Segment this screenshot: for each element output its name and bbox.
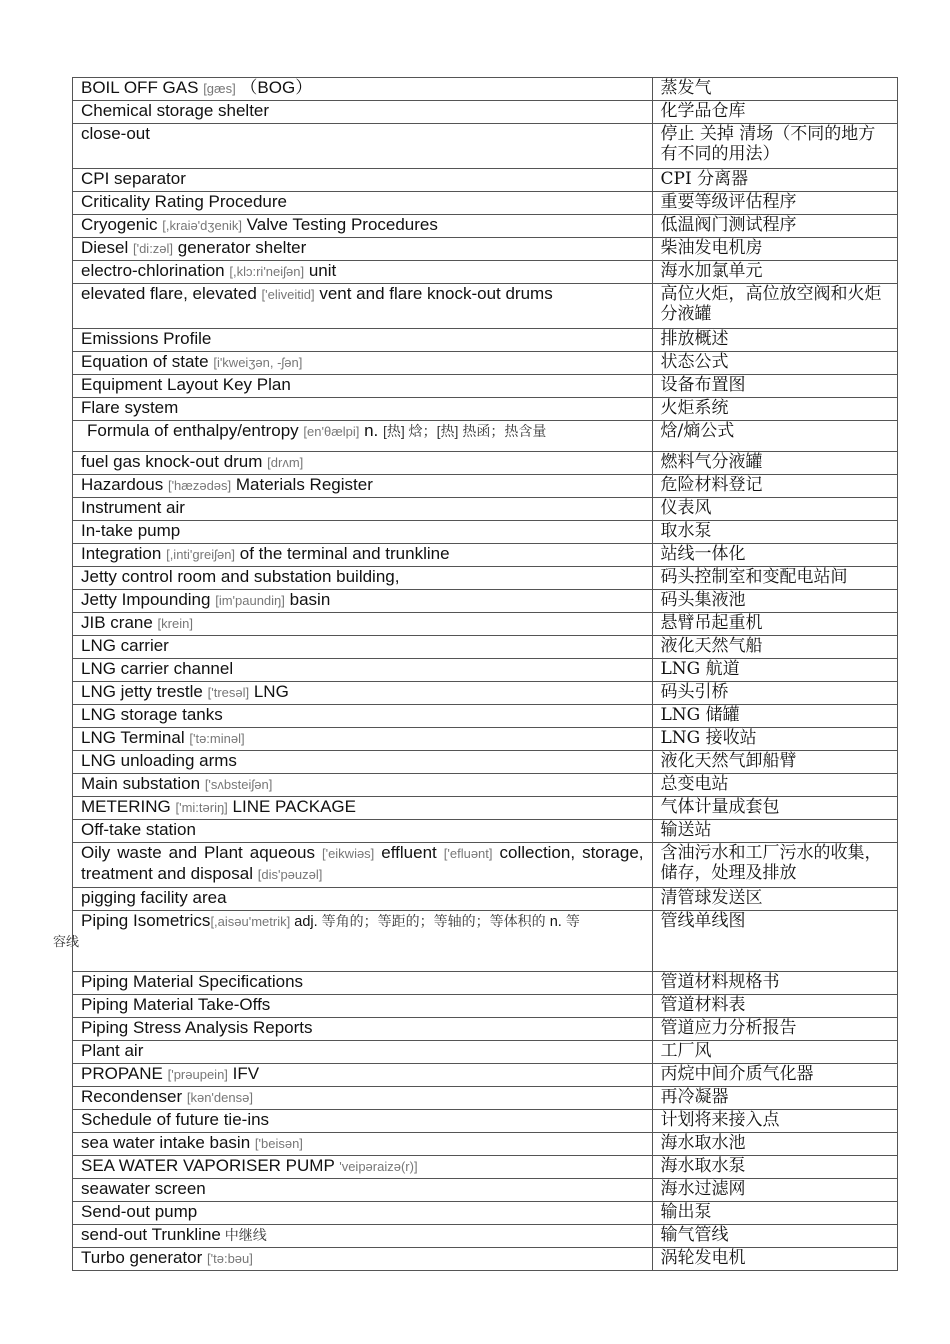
table-row: fuel gas knock-out drum [drʌm] 燃料气分液罐 <box>73 452 898 475</box>
table-row: Send-out pump 输出泵 <box>73 1202 898 1225</box>
table-row: Integration [,inti'greiʃən] of the terminal and trunkline 站线一体化 <box>73 544 898 567</box>
table-row: electro-chlorination [,klɔ:ri'neiʃən] unit 海水加氯单元 <box>73 261 898 284</box>
table-row: Cryogenic [,kraiə'dʒenik] Valve Testing Procedures 低温阀门测试程序 <box>73 215 898 238</box>
table-row: Plant air 工厂风 <box>73 1041 898 1064</box>
overflow-note: 容线 <box>53 935 80 950</box>
table-row: CPI separator CPI 分离器 <box>73 169 898 192</box>
table-row: METERING ['mi:təriŋ] LINE PACKAGE 气体计量成套包 <box>73 797 898 820</box>
table-row: Formula of enthalpy/entropy [en'θælpi] n. [热] 焓；[热] 热函；热含量 焓/熵公式 <box>73 421 898 452</box>
glossary-table <box>72 77 898 1271</box>
table-row: Criticality Rating Procedure 重要等级评估程序 <box>73 192 898 215</box>
table-row: LNG carrier 液化天然气船 <box>73 636 898 659</box>
table-row: Piping Stress Analysis Reports 管道应力分析报告 <box>73 1018 898 1041</box>
table-row: Turbo generator ['tə:bəu] 涡轮发电机 <box>73 1248 898 1271</box>
table-row: Jetty control room and substation building, 码头控制室和变配电站间 <box>73 567 898 590</box>
table-row: In-take pump 取水泵 <box>73 521 898 544</box>
table-row: Chemical storage shelter 化学品仓库 <box>73 101 898 124</box>
table-row: Instrument air 仪表风 <box>73 498 898 521</box>
table-row: Hazardous ['hæzədəs] Materials Register 危险材料登记 <box>73 475 898 498</box>
table-row: send-out Trunkline 中继线 输气管线 <box>73 1225 898 1248</box>
table-row: sea water intake basin ['beisən] 海水取水池 <box>73 1133 898 1156</box>
table-row: LNG carrier channel LNG 航道 <box>73 659 898 682</box>
table-row: Schedule of future tie-ins 计划将来接入点 <box>73 1110 898 1133</box>
table-row: JIB crane [krein] 悬臂吊起重机 <box>73 613 898 636</box>
table-row: LNG unloading arms 液化天然气卸船臂 <box>73 751 898 774</box>
table-row: Piping Material Take-Offs 管道材料表 <box>73 995 898 1018</box>
table-row: Piping Material Specifications 管道材料规格书 <box>73 972 898 995</box>
table-row: Recondenser [kən'densə] 再冷凝器 <box>73 1087 898 1110</box>
table-row: close-out 停止 关掉 清场（不同的地方有不同的用法） <box>73 124 898 169</box>
table-row: BOIL OFF GAS [gæs] （BOG） 蒸发气 <box>73 78 898 101</box>
table-row: Piping Isometrics[,aisəu'metrik] adj. 等角的；等距的；等轴的；等体积的 n. 等 管线单线图 <box>73 911 898 972</box>
table-row: LNG jetty trestle ['tresəl] LNG 码头引桥 <box>73 682 898 705</box>
table-row: Equation of state [i'kweiʒən, -ʃən] 状态公式 <box>73 352 898 375</box>
table-row: SEA WATER VAPORISER PUMP 'veipəraizə(r)] 海水取水泵 <box>73 1156 898 1179</box>
table-row: Main substation ['sʌbsteiʃən] 总变电站 <box>73 774 898 797</box>
table-row: Flare system 火炬系统 <box>73 398 898 421</box>
table-row: Equipment Layout Key Plan 设备布置图 <box>73 375 898 398</box>
table-row: Oily waste and Plant aqueous ['eikwiəs] effluent ['efluənt] collection, storage, treatment and disposal [dis'pəuzəl] 含油污水和工厂污水的收集，储存，处理及排放 <box>73 843 898 888</box>
table-row: pigging facility area 清管球发送区 <box>73 888 898 911</box>
table-row: Emissions Profile 排放概述 <box>73 329 898 352</box>
table-row: elevated flare, elevated ['eliveitid] vent and flare knock-out drums 高位火炬，高位放空阀和火炬分液罐 <box>73 284 898 329</box>
table-row: Off-take station 输送站 <box>73 820 898 843</box>
table-row: seawater screen 海水过滤网 <box>73 1179 898 1202</box>
table-row: LNG Terminal ['tə:minəl] LNG 接收站 <box>73 728 898 751</box>
table-row: LNG storage tanks LNG 储罐 <box>73 705 898 728</box>
table-row: PROPANE ['prəupein] IFV 丙烷中间介质气化器 <box>73 1064 898 1087</box>
table-row: Jetty Impounding [im'paundiŋ] basin 码头集液池 <box>73 590 898 613</box>
table-row: Diesel ['di:zəl] generator shelter 柴油发电机房 <box>73 238 898 261</box>
